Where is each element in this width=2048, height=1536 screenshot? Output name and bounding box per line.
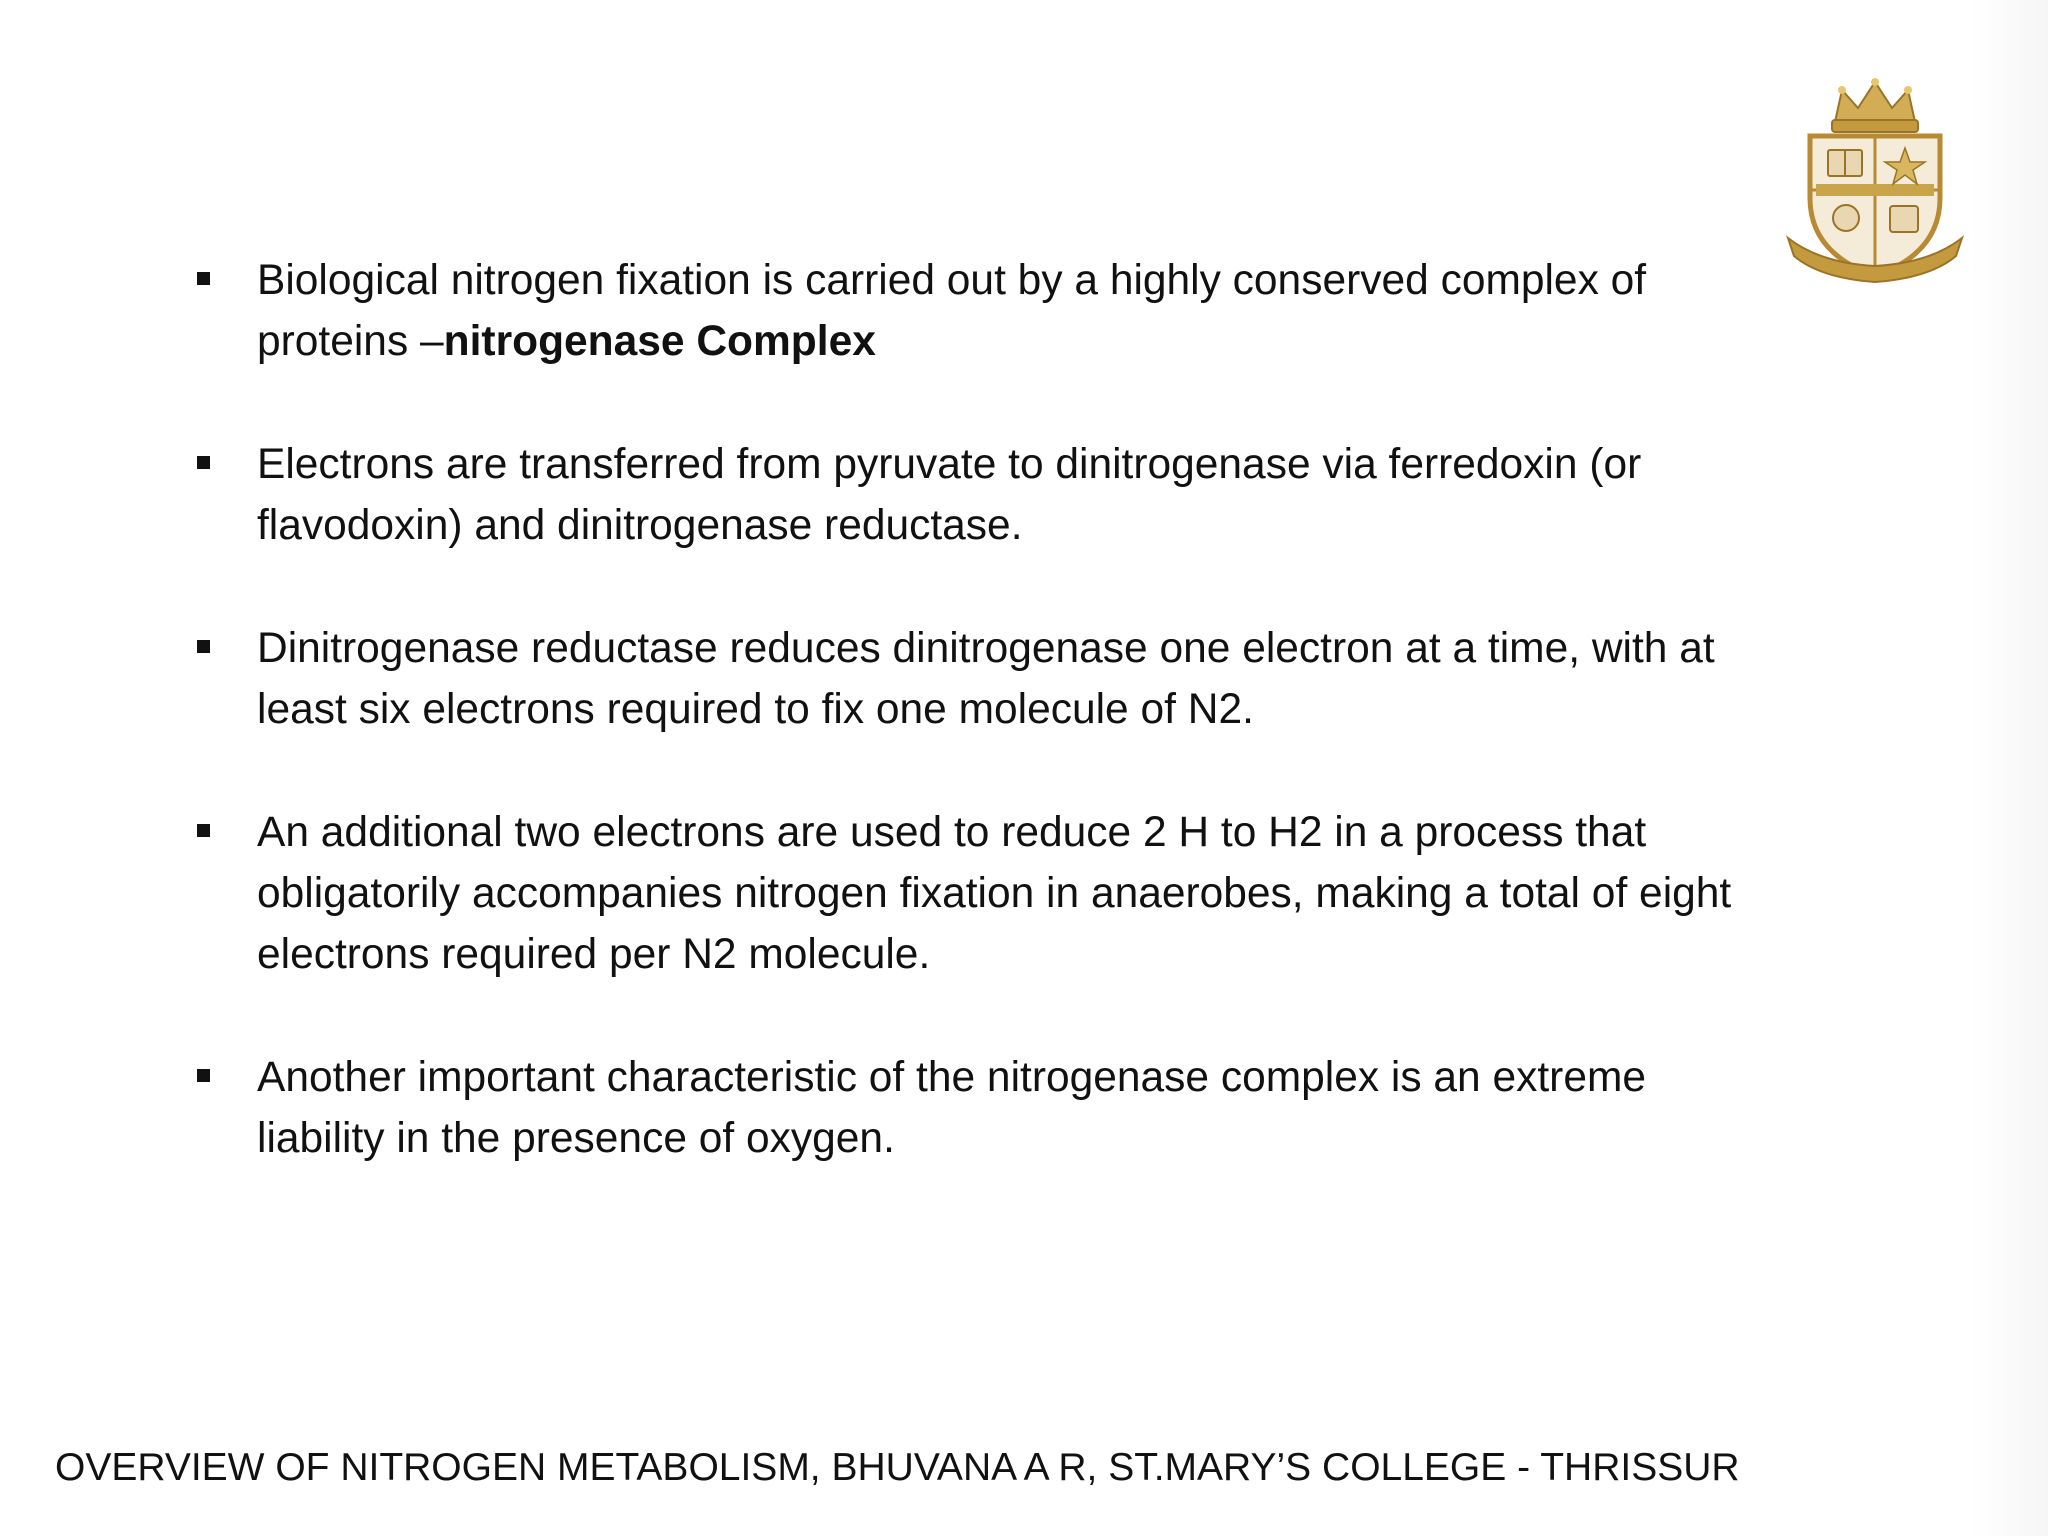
square-bullet-icon xyxy=(197,640,210,653)
bullet-text: Electrons are transferred from pyruvate to dinitrogenase via ferredoxin (or flavodoxin) and dinitrogenase reductase. xyxy=(257,441,1642,549)
square-bullet-icon xyxy=(197,272,210,285)
bullet-text: Dinitrogenase reductase reduces dinitrogenase one electron at a time, with at least six electrons required to fix one molecule of N2. xyxy=(257,625,1715,733)
crown-icon xyxy=(1832,78,1918,132)
slide-footer: OVERVIEW OF NITROGEN METABOLISM, BHUVANA A R, ST.MARY’S COLLEGE - THRISSUR xyxy=(55,1446,1740,1489)
bullet-bold-text: nitrogenase Complex xyxy=(443,318,876,365)
bullet-item xyxy=(195,434,1755,556)
bullet-item xyxy=(195,618,1755,740)
bullet-item xyxy=(195,1047,1755,1169)
square-bullet-icon xyxy=(197,1069,210,1082)
bullet-list xyxy=(195,250,1755,1231)
square-bullet-icon xyxy=(197,456,210,469)
slide-edge-strip xyxy=(1970,0,2048,1536)
college-crest-logo xyxy=(1780,78,1970,288)
bullet-text: Biological nitrogen fixation is carried out by a highly conserved complex of proteins – xyxy=(257,257,1647,365)
bullet-text: Another important characteristic of the nitrogenase complex is an extreme liability in the presence of oxygen. xyxy=(257,1054,1647,1162)
bullet-item xyxy=(195,802,1755,985)
bullet-item xyxy=(195,250,1755,372)
square-bullet-icon xyxy=(197,824,210,837)
shield-icon xyxy=(1810,136,1940,276)
bullet-text: An additional two electrons are used to reduce 2 H to H2 in a process that obligatorily accompanies nitrogen fixation in anaerobes, making a total of eight electrons required per N2 molecule. xyxy=(257,809,1732,978)
